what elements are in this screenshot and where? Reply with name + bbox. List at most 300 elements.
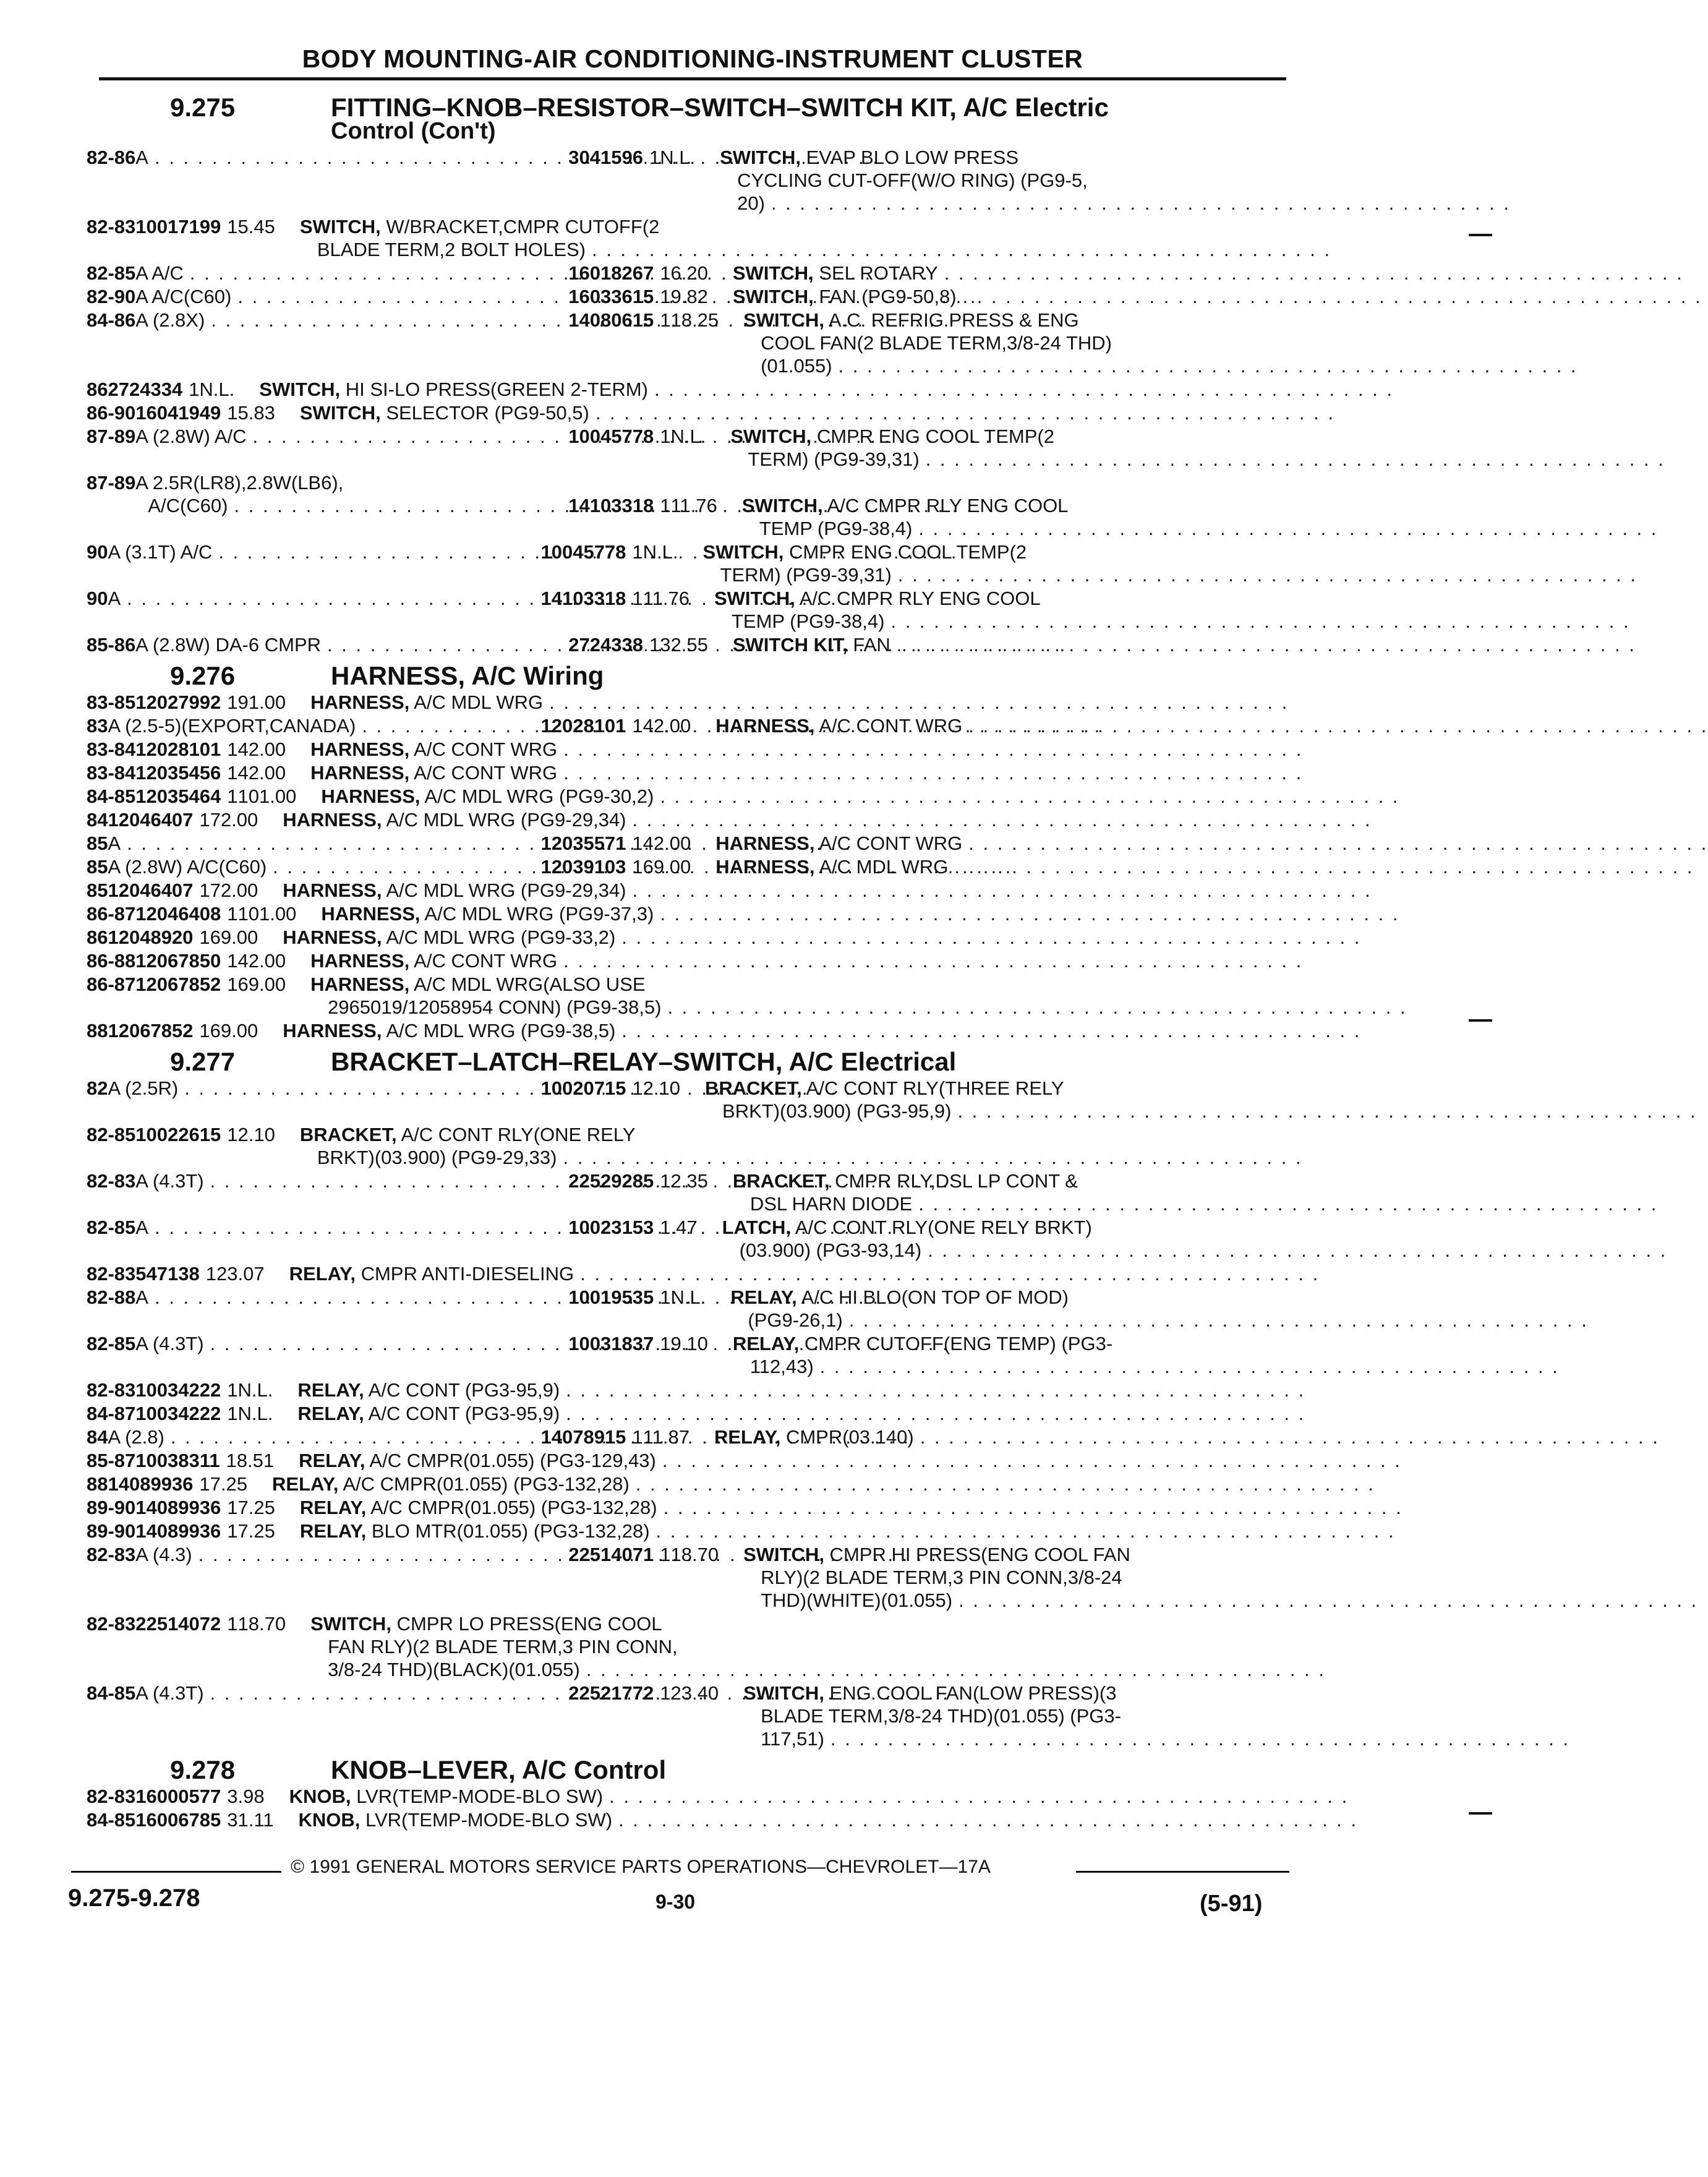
description-text: (PG9-26,1) — [748, 1309, 843, 1331]
description-keyword: HARNESS, — [715, 715, 815, 737]
quantity: 1 — [660, 1217, 671, 1238]
model-years: 86 — [87, 926, 108, 948]
description-line — [310, 996, 1407, 1019]
price: 9.10 — [670, 1333, 708, 1354]
quantity: 1 — [660, 1544, 671, 1565]
description-text: THD)(WHITE)(01.055) — [761, 1589, 953, 1611]
quantity: 1 — [632, 856, 643, 878]
description — [310, 949, 1303, 972]
section-heading — [87, 1755, 1286, 1785]
description-line — [715, 714, 1708, 737]
description-text — [310, 761, 557, 784]
description-line — [730, 425, 1665, 448]
model-years: 88 — [87, 1020, 108, 1041]
description-keyword: RELAY, — [299, 1497, 367, 1518]
description-text — [300, 401, 589, 424]
quantity: 1 — [227, 950, 238, 972]
dot-leader — [657, 1496, 1403, 1519]
description — [743, 1682, 1570, 1750]
margin-mark — [1469, 1812, 1492, 1815]
dot-leader — [912, 517, 1658, 540]
dot-leader — [892, 563, 1638, 586]
description-line — [289, 1262, 1320, 1285]
description-detail: A/C CONT RLY(ONE RELY — [396, 1124, 636, 1145]
application-label: A — [135, 1286, 148, 1308]
parts-row — [87, 808, 1286, 831]
description-text: 3/8-24 THD)(BLACK)(01.055) — [328, 1659, 580, 1680]
description-line — [703, 541, 1638, 563]
model-years: 82-85 — [87, 1217, 136, 1238]
parts-row — [87, 949, 1286, 972]
description-text — [300, 1496, 657, 1519]
description-text — [714, 587, 1041, 610]
description-line — [733, 633, 1636, 656]
description-detail: A/C MDL WRG — [409, 691, 544, 713]
dot-leader — [814, 1355, 1560, 1378]
footer-rule-right — [1076, 1871, 1289, 1873]
parts-row — [87, 309, 1286, 377]
description-text: TEMP (PG9-38,4) — [759, 518, 913, 539]
application-label: A (2.8W) A/C — [135, 426, 247, 447]
description-detail: A/C MDL WRG (PG9-29,34) — [382, 879, 626, 901]
dot-leader — [557, 738, 1303, 761]
description-line — [310, 1635, 1326, 1658]
price: 6.20 — [670, 262, 708, 284]
description-line — [310, 1612, 1326, 1635]
description — [733, 262, 1684, 284]
description — [321, 902, 1399, 925]
dot-leader — [648, 378, 1394, 401]
description — [300, 1496, 1403, 1519]
application — [135, 1286, 568, 1309]
description-detail: A/C CONT WRG — [409, 762, 558, 784]
price: 42.00 — [643, 832, 691, 854]
description-keyword: HARNESS, — [310, 738, 410, 760]
description-detail: A/C CMPR(01.055) (PG3-132,28) — [366, 1497, 657, 1518]
application-label: A A/C — [135, 262, 184, 284]
parts-row — [87, 855, 1286, 878]
price: N.L. — [670, 426, 706, 447]
application — [108, 1426, 540, 1448]
application-label: A (2.8) — [108, 1426, 164, 1448]
description-text: TERM) (PG9-39,31) — [748, 448, 920, 470]
part-number: 16006785 — [135, 1809, 221, 1831]
description-detail: A/C CONT WRG — [814, 832, 963, 854]
model-years: 83 — [87, 715, 108, 737]
footer-date: (5-91) — [1200, 1891, 1263, 1917]
quantity: 1 — [632, 832, 643, 854]
quantity: 1 — [205, 1263, 216, 1285]
description-line — [714, 1426, 1660, 1448]
application — [135, 633, 568, 656]
application-label: A A/C(C60) — [135, 286, 232, 307]
parts-row — [87, 215, 1286, 261]
parts-row — [87, 1019, 1286, 1042]
description-line — [321, 785, 1399, 808]
quantity: 1 — [199, 879, 210, 901]
model-years: 86-90 — [87, 402, 136, 424]
model-years: 82-85 — [87, 262, 136, 284]
price: 42.00 — [237, 950, 286, 972]
quantity: 1 — [660, 1286, 671, 1308]
price: 1.11 — [237, 1809, 274, 1831]
description-line — [743, 1566, 1698, 1589]
description-line — [297, 1402, 1305, 1425]
quantity: 1 — [660, 309, 671, 331]
price: 42.00 — [237, 738, 286, 760]
dot-leader — [612, 1808, 1358, 1831]
description-detail: ENG COOL FAN(LOW PRESS)(3 — [824, 1682, 1117, 1704]
description-detail: A/C MDL WRG (PG9-29,34) — [382, 809, 626, 831]
section-title: BRACKET–LATCH–RELAY–SWITCH, A/C Electrical — [331, 1047, 957, 1076]
description — [300, 1520, 1396, 1542]
description-line — [272, 1473, 1375, 1495]
model-years: 82-85 — [87, 1124, 136, 1145]
description-keyword: RELAY, — [730, 1286, 797, 1308]
price: .98 — [237, 1786, 265, 1807]
price: 72.00 — [210, 879, 258, 901]
description-detail: CMPR HI PRESS(ENG COOL FAN — [824, 1544, 1130, 1565]
description-keyword: SWITCH, — [299, 216, 381, 237]
description-text — [299, 1808, 613, 1831]
application — [135, 262, 568, 284]
part-number: 16018267 — [568, 262, 654, 284]
application-label: A (4.3T) — [135, 1170, 204, 1192]
description-text: (01.055) — [761, 355, 832, 377]
part-number: 16033615 — [568, 286, 654, 307]
description-keyword: SWITCH, — [743, 1682, 824, 1704]
price: 69.00 — [210, 926, 258, 948]
model-years: 85-87 — [87, 1450, 136, 1471]
dot-leader — [920, 448, 1665, 471]
description-detail: LVR(TEMP-MODE-BLO SW) — [351, 1786, 604, 1807]
description — [743, 1543, 1698, 1612]
description-line — [743, 1682, 1570, 1704]
description-keyword: SWITCH, — [299, 402, 381, 424]
description — [720, 146, 1511, 215]
parts-listing — [87, 93, 1286, 1832]
description — [272, 1473, 1375, 1495]
part-number: 547138 — [135, 1263, 200, 1285]
application — [108, 714, 540, 737]
quantity: 1 — [227, 762, 238, 784]
dot-leader — [948, 855, 1694, 878]
margin-mark — [1469, 234, 1492, 236]
parts-row — [87, 378, 1286, 401]
application-label: A (3.1T) A/C — [108, 541, 213, 563]
quantity: 1 — [660, 1170, 671, 1192]
quantity: 1 — [227, 738, 238, 760]
price: 23.40 — [670, 1682, 719, 1704]
description-text — [742, 494, 1069, 517]
description-detail: A/C CMPR RLY ENG COOL — [822, 495, 1069, 516]
description-line — [733, 285, 1702, 308]
quantity: 1 — [660, 286, 671, 307]
description-text — [289, 1785, 604, 1808]
part-number: 10045778 — [568, 426, 654, 447]
dot-leader — [557, 949, 1303, 972]
quantity: 1 — [649, 147, 660, 168]
quantity: 1 — [660, 426, 671, 447]
description-keyword: HARNESS, — [283, 879, 382, 901]
description-text — [297, 1402, 560, 1425]
application-label: A (2.5-5)(EXPORT,CANADA) — [108, 715, 356, 737]
part-number: 22521772 — [568, 1682, 654, 1704]
description-line — [259, 378, 1394, 401]
description-keyword: SWITCH, — [730, 426, 812, 447]
description-keyword: LATCH, — [722, 1217, 791, 1238]
dot-leader — [586, 238, 1331, 261]
part-number: 12035464 — [135, 785, 221, 807]
dot-leader — [962, 832, 1708, 855]
quantity: 1 — [227, 1379, 238, 1401]
description-keyword: BRACKET, — [299, 1124, 397, 1145]
section-title: HARNESS, A/C Wiring — [331, 661, 604, 690]
section-title: FITTING–KNOB–RESISTOR–SWITCH–SWITCH KIT, A/C Electric — [331, 93, 1109, 122]
description-text — [300, 1123, 636, 1146]
quantity: 3 — [227, 1809, 238, 1831]
description-line — [743, 331, 1578, 354]
model-years: 87-89 — [87, 472, 136, 494]
description-detail: A/C CMPR(01.055) (PG3-132,28) — [338, 1473, 630, 1495]
description-text — [289, 1262, 574, 1285]
application — [135, 471, 568, 517]
quantity: 1 — [227, 1124, 238, 1145]
part-number: 12039103 — [540, 856, 626, 878]
parts-row — [87, 262, 1286, 284]
application-label: A (2.8X) — [135, 309, 205, 331]
application — [135, 146, 568, 169]
price: 101.00 — [237, 785, 297, 807]
part-number: 22529285 — [568, 1170, 654, 1192]
description — [310, 738, 1303, 761]
description — [310, 1612, 1326, 1681]
description-text — [733, 633, 890, 656]
description — [297, 1402, 1305, 1425]
description — [259, 378, 1394, 401]
application-label: A 2.5R(LR8),2.8W(LB6), — [135, 472, 344, 494]
section-number: 9.278 — [170, 1755, 236, 1784]
description-line — [743, 1589, 1698, 1612]
description-keyword: RELAY, — [297, 1403, 364, 1424]
parts-row — [87, 1262, 1286, 1285]
description — [289, 1785, 1349, 1808]
parts-row — [87, 1449, 1286, 1472]
application — [108, 587, 540, 610]
parts-row — [87, 1379, 1286, 1401]
part-number: 10038311 — [135, 1450, 220, 1471]
description-detail: A/C CMPR(01.055) (PG3-129,43) — [365, 1450, 656, 1471]
parts-row — [87, 1123, 1286, 1169]
model-years: 89-90 — [87, 1497, 136, 1518]
model-years: 86-87 — [87, 903, 136, 925]
quantity: 1 — [226, 1450, 237, 1471]
description-detail: W/BRACKET,CMPR CUTOFF(2 — [380, 216, 660, 237]
part-number: 14078915 — [540, 1426, 626, 1448]
description — [722, 1216, 1668, 1262]
parts-row — [87, 1808, 1286, 1831]
description-keyword: SWITCH, — [743, 1544, 824, 1565]
description-keyword: HARNESS, — [310, 973, 410, 995]
description-line — [743, 354, 1578, 377]
section-heading — [87, 661, 1286, 691]
quantity: 3 — [227, 1786, 238, 1807]
description-detail: A/C CONT WRG — [409, 950, 558, 972]
part-number: 12067852 — [108, 1020, 194, 1041]
description-text: 112,43) — [749, 1356, 814, 1377]
model-years: 83-84 — [87, 738, 136, 760]
description — [289, 1262, 1320, 1285]
part-number: 12046407 — [108, 809, 194, 831]
description-line — [283, 879, 1372, 902]
description-detail: A/C CONT RLY(ONE RELY BRKT) — [790, 1217, 1092, 1238]
parts-row — [87, 714, 1286, 737]
model-years: 85 — [87, 856, 108, 878]
parts-row — [87, 1216, 1286, 1262]
part-number: 10031837 — [568, 1333, 654, 1354]
description-keyword: SWITCH, — [702, 541, 784, 563]
description-detail: A/C CONT WRG — [814, 715, 963, 737]
description-detail: A/C MDL WRG (PG9-30,2) — [420, 785, 654, 807]
description — [283, 1019, 1361, 1042]
price: 2.10 — [643, 1077, 681, 1099]
description-line — [733, 1192, 1659, 1215]
description-keyword: HARNESS, — [283, 1020, 382, 1041]
description-line — [310, 973, 1407, 996]
description-text — [310, 973, 645, 996]
description-text: 20) — [737, 192, 765, 214]
description-text — [310, 738, 557, 761]
description-line — [743, 309, 1578, 331]
part-number: 10023153 — [568, 1217, 654, 1238]
description-text — [300, 1520, 650, 1542]
parts-row — [87, 1286, 1286, 1332]
page-header — [99, 45, 1286, 80]
description-keyword: RELAY, — [732, 1333, 800, 1354]
description-line — [743, 1543, 1698, 1566]
price: 18.70 — [670, 1544, 719, 1565]
description-line — [720, 146, 1511, 169]
description-line — [742, 494, 1659, 517]
parts-row — [87, 1543, 1286, 1612]
price: 7.25 — [237, 1497, 275, 1518]
description-line — [300, 1520, 1396, 1542]
price: 101.00 — [237, 903, 297, 925]
price: N.L. — [237, 1379, 273, 1401]
part-number: 14089936 — [135, 1520, 221, 1542]
dot-leader — [557, 1146, 1302, 1169]
model-years: 84-85 — [87, 1682, 136, 1704]
description-line — [705, 1100, 1697, 1123]
description-text — [283, 879, 626, 902]
price: 42.00 — [643, 715, 691, 737]
quantity: 1 — [227, 1520, 238, 1542]
description-detail: A/C CONT WRG — [409, 738, 558, 760]
parts-row — [87, 1682, 1286, 1750]
part-number: 22514071 — [568, 1544, 654, 1565]
description — [299, 1808, 1359, 1831]
model-years: 88 — [87, 1473, 108, 1495]
description-keyword: HARNESS, — [310, 950, 410, 972]
footer-rule-left — [71, 1871, 281, 1873]
model-years: 82-83 — [87, 1379, 136, 1401]
price: 11.76 — [670, 495, 717, 516]
price: 2.10 — [237, 1124, 275, 1145]
parts-row — [87, 1402, 1286, 1425]
page-title: BODY MOUNTING-AIR CONDITIONING-INSTRUMENT CLUSTER — [302, 45, 1083, 73]
part-number: 16000577 — [135, 1786, 221, 1807]
quantity: 1 — [649, 634, 660, 656]
description-text — [703, 541, 1027, 563]
application — [135, 1332, 568, 1355]
description-detail: A.C. REFRIG PRESS & ENG — [824, 309, 1079, 331]
description-line — [289, 1785, 1349, 1808]
description-line — [733, 1170, 1659, 1192]
description-text — [730, 425, 1054, 448]
description — [299, 1449, 1402, 1472]
description-detail: A/C CONT RLY(THREE RELY — [801, 1077, 1064, 1099]
price: 7.25 — [237, 1520, 275, 1542]
application — [135, 1682, 568, 1704]
margin-mark — [1469, 1019, 1492, 1022]
part-number: 10020715 — [540, 1077, 626, 1099]
application-label: A — [108, 832, 121, 854]
description-text — [297, 1379, 560, 1401]
dot-leader — [962, 714, 1708, 737]
description — [714, 1426, 1660, 1448]
parts-row — [87, 587, 1286, 633]
part-number: 16041949 — [135, 402, 221, 424]
description-keyword: RELAY, — [289, 1263, 356, 1285]
parts-row — [87, 785, 1286, 808]
description-detail: A/C MDL WRG (PG9-38,5) — [382, 1020, 616, 1041]
quantity: 1 — [632, 1426, 643, 1448]
quantity: 1 — [199, 926, 210, 948]
description — [705, 1077, 1697, 1123]
description-text: BRKT)(03.900) (PG3-95,9) — [722, 1100, 952, 1122]
section-number: 9.276 — [170, 661, 236, 690]
header-rule — [99, 77, 1286, 80]
quantity: 1 — [199, 1473, 210, 1495]
quantity: 1 — [199, 1020, 210, 1041]
section-heading — [87, 1047, 1286, 1077]
dot-leader — [951, 1100, 1697, 1123]
description-detail: A/C MDL WRG — [814, 856, 949, 878]
part-number: 10017199 — [135, 216, 221, 237]
description-text — [299, 1449, 656, 1472]
description-line — [300, 1123, 1303, 1146]
application — [135, 1216, 568, 1239]
description-keyword: HARNESS, — [310, 691, 410, 713]
description-text: BRKT)(03.900) (PG9-29,33) — [317, 1147, 557, 1168]
description-detail: CMPR ANTI-DIESELING — [355, 1263, 574, 1285]
description — [715, 832, 1708, 855]
description-keyword: RELAY, — [297, 1379, 364, 1401]
description-line — [310, 691, 1289, 714]
section-heading — [87, 93, 1286, 122]
price: 5.45 — [237, 216, 275, 237]
model-years: 90 — [87, 588, 108, 609]
description-text — [733, 1170, 1078, 1192]
description-line — [733, 1332, 1560, 1355]
quantity: 1 — [660, 1333, 671, 1354]
parts-row — [87, 1170, 1286, 1215]
model-years: 82-83 — [87, 1170, 136, 1192]
description-line — [300, 1146, 1303, 1169]
description — [733, 1332, 1560, 1378]
dot-leader — [560, 1402, 1305, 1425]
description — [300, 215, 1331, 261]
